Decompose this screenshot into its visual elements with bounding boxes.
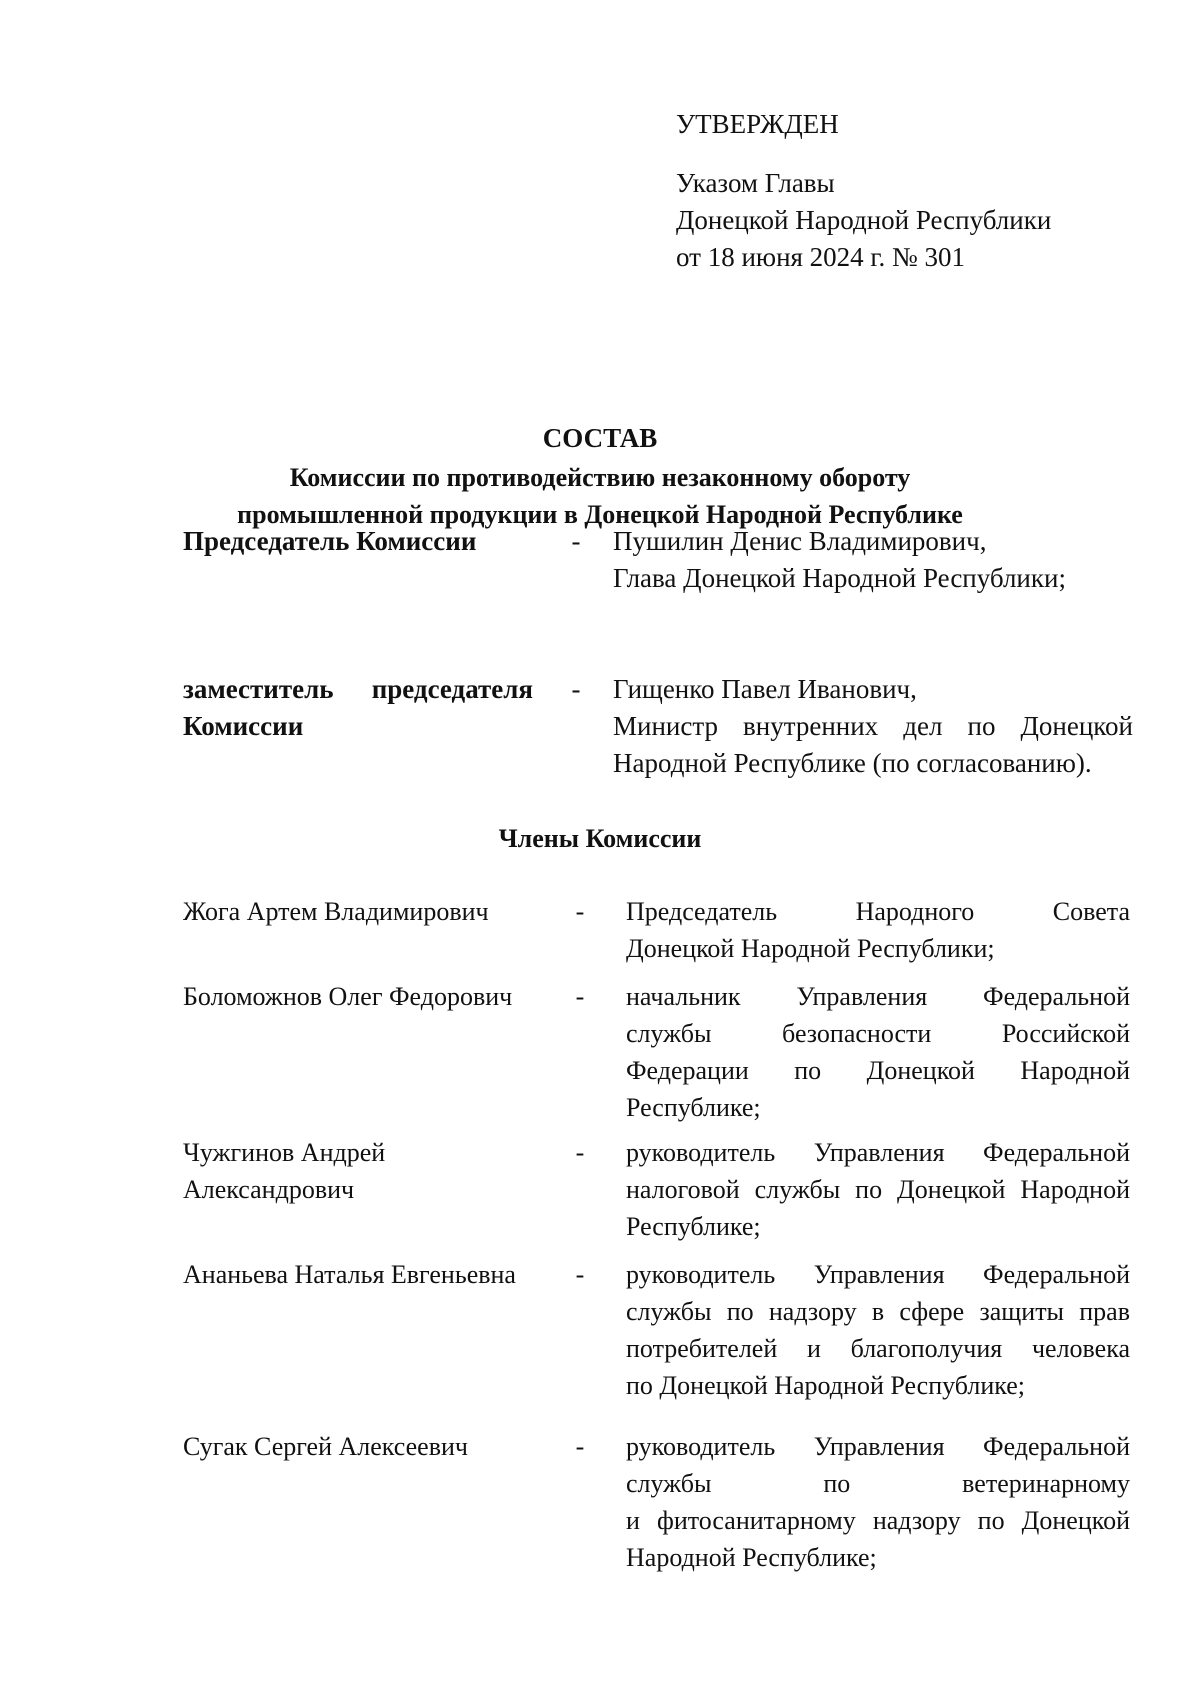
member-position-line: по Донецкой Народной Республике; [626,1371,1026,1400]
member-position [626,978,1130,1126]
member-position-line: службы по надзору в сфере защиты прав [626,1297,1130,1326]
member-position [626,1256,1130,1404]
role-label-line: Комиссии [183,711,304,741]
member-position-line: службы безопасности Российской [626,1019,1130,1048]
approval-line: от 18 июня 2024 г. № 301 [676,242,965,272]
member-position [626,893,1130,967]
member-position-line: Председатель Народного Совета [626,897,1130,926]
approval-line: Указом Главы [676,168,835,198]
approval-title: УТВЕРЖДЕН [676,109,839,139]
role-holder-line: Глава Донецкой Народной Республики; [613,563,1066,593]
member-position-line: Республике; [626,1093,761,1122]
dash-separator: - [575,982,585,1011]
member-position-line: руководитель Управления Федеральной [626,1138,1130,1167]
role-label: Председатель Комиссии [183,526,477,556]
member-position-line: потребителей и благополучия человека [626,1334,1130,1363]
member-position-line: начальник Управления Федеральной [626,982,1130,1011]
member-name-line: Чужгинов Андрей [183,1138,386,1167]
members-heading: Члены Комиссии [498,824,702,853]
role-holder-line: Народной Республике (по согласованию). [613,748,1092,778]
role-label-line: заместитель председателя [183,674,533,704]
leadership-row-deputy [0,671,1200,791]
member-name [183,1134,563,1208]
approval-line: Донецкой Народной Республики [676,205,1052,235]
member-position [626,1428,1130,1576]
document-subtitle-line: промышленной продукции в Донецкой Народной Республике [237,500,963,529]
member-position-line: службы по ветеринарному [626,1469,1130,1498]
member-position-line: налоговой службы по Донецкой Народной [626,1175,1130,1204]
member-name [183,1256,563,1293]
role-holder-line: Пушилин Денис Владимирович, [613,526,987,556]
dash-separator: - [571,674,581,704]
member-name [183,893,563,930]
member-name-line: Боломожнов Олег Федорович [183,982,513,1011]
member-position-line: Федерации по Донецкой Народной [626,1056,1130,1085]
document-heading [0,420,1200,533]
dash-separator: - [575,1138,585,1167]
member-name-line: Жога Артем Владимирович [183,897,489,926]
member-position-line: Республике; [626,1212,761,1241]
member-position-line: и фитосанитарному надзору по Донецкой [626,1506,1130,1535]
member-name-line: Александрович [183,1175,355,1204]
role-holder-line: Министр внутренних дел по Донецкой [613,711,1133,741]
dash-separator: - [575,1432,585,1461]
dash-separator: - [575,897,585,926]
role-holder-line: Гищенко Павел Иванович, [613,674,917,704]
member-name-line: Сугак Сергей Алексеевич [183,1432,468,1461]
document-title: СОСТАВ [542,423,658,453]
leadership-row-chairman [0,523,1200,603]
document-subtitle-line: Комиссии по противодействию незаконному обороту [289,463,911,492]
role-label [183,671,533,745]
member-name-line: Ананьева Наталья Евгеньевна [183,1260,516,1289]
member-position [626,1134,1130,1245]
approval-block [676,106,1051,276]
role-holder [613,523,1133,597]
role-holder [613,671,1133,782]
member-position-line: руководитель Управления Федеральной [626,1260,1130,1289]
member-position-line: Донецкой Народной Республики; [626,934,995,963]
dash-separator: - [571,526,581,556]
member-name [183,978,563,1015]
member-position-line: руководитель Управления Федеральной [626,1432,1130,1461]
dash-separator: - [575,1260,585,1289]
member-position-line: Народной Республике; [626,1543,877,1572]
member-name [183,1428,563,1465]
